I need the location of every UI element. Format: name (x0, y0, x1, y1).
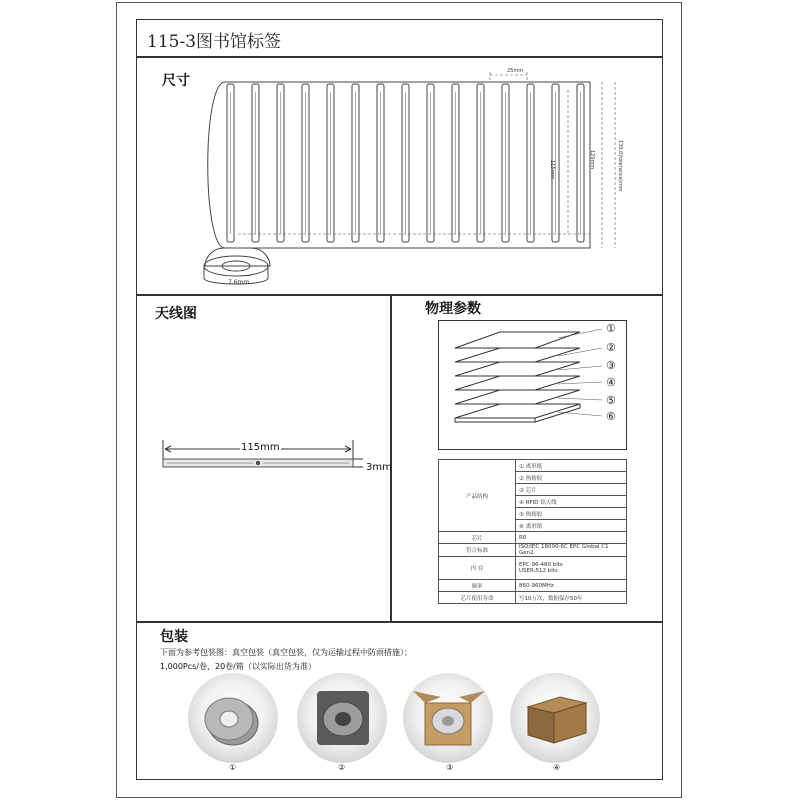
memory-value: EPC:96-480 bits USER:512 bits (516, 557, 627, 580)
frequency-value: 860-960MHz (516, 580, 627, 592)
antenna-title: 天线图 (155, 306, 197, 322)
dimensions-title: 尺寸 (162, 73, 190, 89)
open-box-icon (403, 673, 493, 763)
spec-table (438, 459, 627, 604)
structure-row-1: ① 离形纸 (516, 460, 627, 472)
packaging-title: 包装 (160, 629, 188, 645)
layer-5-number: ⑤ (606, 394, 616, 407)
chip-key: 芯片 (439, 532, 516, 544)
photo-sealed-box (510, 673, 600, 763)
title-bar (136, 19, 663, 57)
tag-inner-lines (231, 92, 581, 234)
package-2-number: ② (338, 763, 346, 772)
packaging-line-2: 1,000Pcs/卷，20卷/箱（以实际出货为准） (160, 662, 316, 671)
photo-open-box (403, 673, 493, 763)
structure-label: 产品结构 (439, 460, 516, 532)
packaging-line-1: 下面为参考包装图：真空包装（真空包装，仅为运输过程中防雨措施）； (160, 648, 412, 657)
photo-roll (188, 673, 278, 763)
structure-row-2: ② 热熔胶 (516, 472, 627, 484)
total-width-dimension: 130.0(tolerance)mm (617, 140, 623, 192)
label-strip (205, 82, 590, 266)
chip-value: R6 (516, 532, 627, 544)
lifetime-key: 芯片使用寿命 (439, 592, 516, 604)
structure-row-5: ⑤ 热熔胶 (516, 508, 627, 520)
tape-roll-icon (188, 673, 278, 763)
layer-2-number: ② (606, 341, 616, 354)
page-title: 115-3图书馆标签 (147, 32, 282, 52)
antenna-length-label: 115mm (241, 442, 280, 453)
standard-value: ISO/IEC 18000-6C EPC Global C1 Gen2 (516, 544, 627, 557)
standard-key: 符合标准 (439, 544, 516, 557)
package-4-number: ④ (553, 763, 561, 772)
roll-width-dimension: 120mm (589, 150, 595, 170)
physical-title: 物理参数 (425, 301, 481, 317)
layer-diagram (440, 322, 625, 448)
label-length-dimension: 115mm (549, 160, 555, 180)
layer-6-number: ⑥ (606, 410, 616, 423)
layer-4-number: ④ (606, 376, 616, 389)
vacuum-bag-icon (297, 673, 387, 763)
layer-3-number: ③ (606, 359, 616, 372)
photo-vacuum-pack (297, 673, 387, 763)
package-3-number: ③ (446, 763, 454, 772)
memory-key: 内 存 (439, 557, 516, 580)
lifetime-value: 写10万次，数据保存50年 (516, 592, 627, 604)
layer-1-number: ① (606, 322, 616, 335)
core-dimension-label: 7.6mm (228, 279, 250, 286)
roll-drawing (190, 62, 630, 292)
package-1-number: ① (229, 763, 237, 772)
pitch-dimension-label: 25mm (507, 68, 524, 74)
sealed-box-icon (510, 673, 600, 763)
antenna-width-label: 3mm (366, 462, 392, 473)
structure-row-6: ⑥ 离形纸 (516, 520, 627, 532)
structure-row-4: ④ RFID 铝天线 (516, 496, 627, 508)
frequency-key: 频率 (439, 580, 516, 592)
structure-row-3: ③ 芯片 (516, 484, 627, 496)
